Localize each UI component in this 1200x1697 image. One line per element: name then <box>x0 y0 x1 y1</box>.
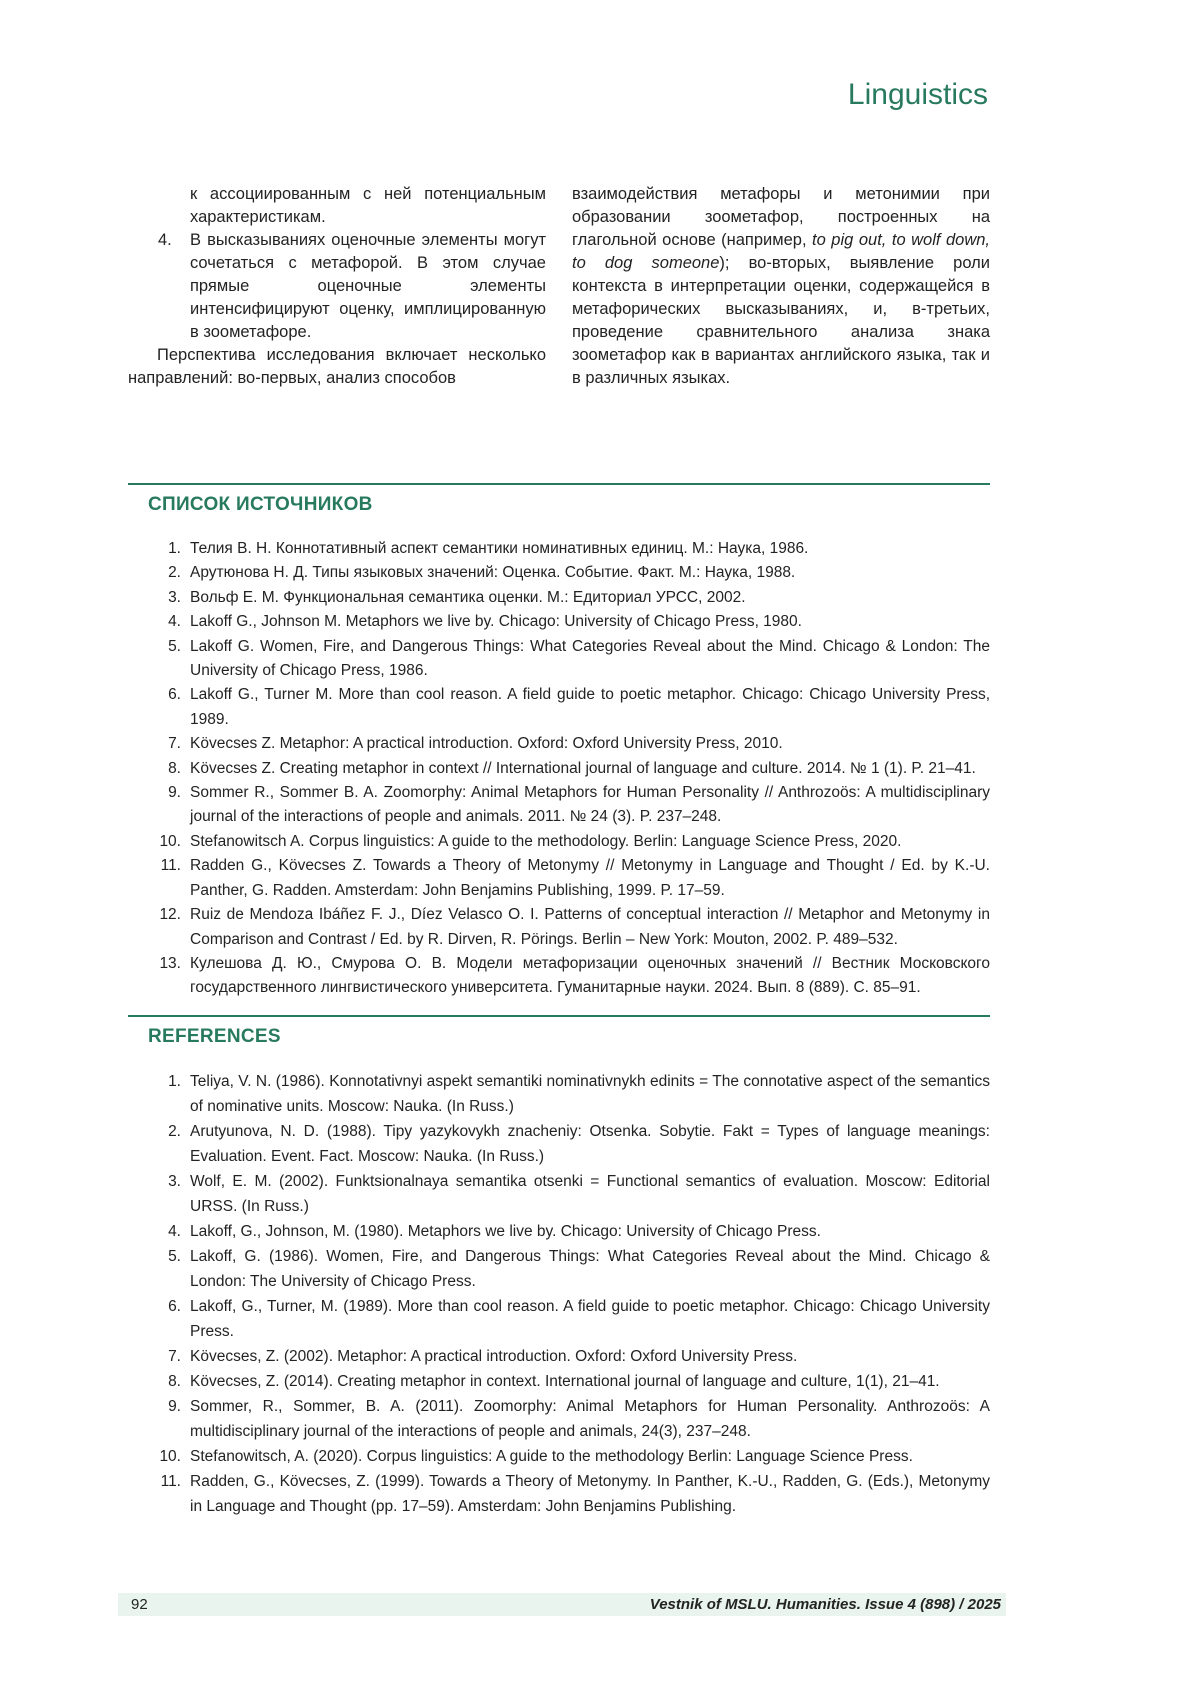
reference-number: 3. <box>168 588 181 606</box>
reference-number: 6. <box>168 1298 181 1315</box>
reference-item <box>128 1369 990 1394</box>
reference-number: 7. <box>168 735 181 753</box>
list-continuation-text: к ассоциированным с ней потенциальным характеристикам. <box>190 185 546 226</box>
reference-item <box>128 1294 990 1344</box>
reference-number: 5. <box>168 637 181 655</box>
page-number: 92 <box>131 1596 148 1613</box>
reference-text: Sommer R., Sommer B. A. Zoomorphy: Animal Metaphors for Human Personality // Anthrozoös: A multidisciplinary journal of the interactions of people and animals. 2011. № 24 (3). P. 237–248. <box>190 784 990 826</box>
references-heading: REFERENCES <box>148 1026 281 1047</box>
reference-item <box>128 1344 990 1369</box>
sources-section <box>128 483 990 1001</box>
reference-item <box>128 830 990 854</box>
reference-text: Stefanowitsch A. Corpus linguistics: A guide to the methodology. Berlin: Language Science Press, 2020. <box>190 832 902 850</box>
reference-number: 8. <box>168 759 181 777</box>
reference-text: Lakoff, G. (1986). Women, Fire, and Dangerous Things: What Categories Reveal about the Mind. Chicago & London: The University of Chicago Press. <box>190 1248 990 1290</box>
reference-text: Teliya, V. N. (1986). Konnotativnyi aspekt semantiki nominativnykh edinits = The connotative aspect of the semantics of nominative units. Moscow: Nauka. (In Russ.) <box>190 1073 990 1115</box>
intro-left-column <box>128 183 546 390</box>
reference-text: Sommer, R., Sommer, B. A. (2011). Zoomorphy: Animal Metaphors for Human Personality. Anthrozoös: A multidisciplinary journal of the interactions of people and animals, 24(3), 237–248. <box>190 1398 990 1440</box>
intro-text-block <box>128 183 990 390</box>
reference-text: Lakoff, G., Johnson, M. (1980). Metaphors we live by. Chicago: University of Chicago Press. <box>190 1223 821 1240</box>
reference-number: 7. <box>168 1348 181 1365</box>
reference-number: 2. <box>168 564 181 582</box>
reference-text: Radden G., Kövecses Z. Towards a Theory of Metonymy // Metonymy in Language and Thought / Ed. by K.-U. Panther, G. Radden. Amsterdam: John Benjamins Publishing, 1999. P. 17–59. <box>190 857 990 899</box>
journal-title: Vestnik of MSLU. Humanities. Issue 4 (898) / 2025 <box>649 1596 1001 1613</box>
reference-text: Arutyunova, N. D. (1988). Tipy yazykovykh znacheniy: Otsenka. Sobytie. Fakt = Types of language meanings: Evaluation. Event. Fact. Moscow: Nauka. (In Russ.) <box>190 1123 990 1165</box>
point-number: 4. <box>158 231 172 249</box>
reference-number: 2. <box>168 1123 181 1140</box>
reference-item <box>128 1169 990 1219</box>
reference-text: Lakoff, G., Turner, M. (1989). More than cool reason. A field guide to poetic metaphor. Chicago: Chicago University Press. <box>190 1298 990 1340</box>
reference-number: 13. <box>159 954 181 972</box>
section-divider-line <box>128 1015 990 1017</box>
reference-number: 5. <box>168 1248 181 1265</box>
reference-number: 9. <box>168 784 181 802</box>
reference-item <box>128 952 990 1001</box>
reference-text: Kövecses, Z. (2014). Creating metaphor in context. International journal of language and culture, 1(1), 21–41. <box>190 1373 940 1390</box>
reference-number: 11. <box>160 857 181 875</box>
reference-text: Ruiz de Mendoza Ibáñez F. J., Díez Velasco O. I. Patterns of conceptual interaction // Metaphor and Metonymy in Comparison and Contrast / Ed. by R. Dirven, R. Pörings. Berlin – New York: Mouton, 2002. P. 489–532. <box>190 906 990 948</box>
reference-number: 12. <box>159 906 181 924</box>
reference-item <box>128 1219 990 1244</box>
reference-text: Lakoff G. Women, Fire, and Dangerous Things: What Categories Reveal about the Mind. Chicago & London: The University of Chicago Press, 1986. <box>190 637 990 680</box>
reference-text: Stefanowitsch, A. (2020). Corpus linguistics: A guide to the methodology Berlin: Language Science Press. <box>190 1448 913 1465</box>
reference-number: 4. <box>168 1223 181 1240</box>
reference-number: 6. <box>168 686 181 704</box>
closing-paragraph: Перспектива исследования включает несколько направлений: во-первых, анализ способов <box>128 346 546 387</box>
intro-right-column <box>572 183 990 390</box>
reference-item <box>128 1469 990 1519</box>
reference-text: Lakoff G., Johnson M. Metaphors we live by. Chicago: University of Chicago Press, 1980. <box>190 613 802 631</box>
reference-item <box>128 781 990 830</box>
reference-text: Арутюнова Н. Д. Типы языковых значений: Оценка. Событие. Факт. М.: Наука, 1988. <box>190 564 796 582</box>
reference-text: Radden, G., Kövecses, Z. (1999). Towards a Theory of Metonymy. In Panther, K.-U., Radden, G. (Eds.), Metonymy in Language and Thought (pp. 17–59). Amsterdam: John Benjamins Publishing. <box>190 1473 990 1515</box>
reference-number: 11. <box>160 1473 181 1490</box>
reference-item <box>128 1444 990 1469</box>
reference-text: Wolf, E. M. (2002). Funktsionalnaya semantika otsenki = Functional semantics of evaluation. Moscow: Editorial URSS. (In Russ.) <box>190 1173 990 1215</box>
reference-text: Lakoff G., Turner M. More than cool reason. A field guide to poetic metaphor. Chicago: Chicago University Press, 1989. <box>190 686 990 728</box>
reference-text: Kövecses, Z. (2002). Metaphor: A practical introduction. Oxford: Oxford University Press. <box>190 1348 798 1365</box>
paragraph-segment: ); во-вторых, выявление роли контекста в интерпретации оценки, содержащейся в метафорических высказываниях, и, в-третьих, проведение сравнительного анализа знака зоометафор как в вариантах английского языка, так и в различных языках. <box>572 254 990 387</box>
references-section <box>128 1015 990 1519</box>
reference-item <box>128 854 990 903</box>
reference-text: Kövecses Z. Metaphor: A practical introduction. Oxford: Oxford University Press, 2010. <box>190 735 783 753</box>
reference-number: 1. <box>168 1073 181 1090</box>
reference-text: Кулешова Д. Ю., Смурова О. В. Модели метафоризации оценочных значений // Вестник Московского государственного лингвистического университета. Гуманитарные науки. 2024. Вып. 8 (889). С. 85–91. <box>190 954 990 997</box>
reference-item <box>128 903 990 952</box>
reference-text: Телия В. Н. Коннотативный аспект семантики номинативных единиц. М.: Наука, 1986. <box>190 540 809 557</box>
reference-item <box>128 1244 990 1294</box>
point-text: В высказываниях оценочные элементы могут сочетаться с метафорой. В этом случае прямые оценочные элементы интенсифицируют оценку, имплицированную в зоометафоре. <box>190 231 546 341</box>
reference-number: 8. <box>168 1373 181 1390</box>
reference-item <box>128 610 990 634</box>
reference-number: 1. <box>168 540 181 557</box>
italic-example-phrases: to pig out, to wolf down, to dog someone <box>572 231 991 272</box>
reference-item <box>128 586 990 610</box>
page-title: Linguistics <box>847 78 988 111</box>
reference-item <box>128 1394 990 1444</box>
reference-item <box>128 683 990 732</box>
section-divider-line <box>128 483 990 485</box>
reference-item <box>128 635 990 684</box>
reference-number: 4. <box>168 613 181 631</box>
reference-item <box>128 1069 990 1119</box>
reference-item <box>128 561 990 585</box>
reference-item <box>128 732 990 756</box>
reference-text: Вольф Е. М. Функциональная семантика оценки. М.: Едиториал УРСС, 2002. <box>190 588 746 606</box>
numbered-point <box>128 229 546 344</box>
references-list <box>128 1069 990 1519</box>
paragraph-segment: взаимодействия метафоры и метонимии при образовании зоометафор, построенных на глагольной основе (например, <box>572 185 990 249</box>
reference-item <box>128 1119 990 1169</box>
reference-number: 9. <box>168 1398 181 1415</box>
sources-heading: СПИСОК ИСТОЧНИКОВ <box>148 494 373 515</box>
reference-item <box>128 537 990 561</box>
reference-number: 10. <box>159 832 181 850</box>
footer-bar <box>118 1593 1006 1616</box>
reference-item <box>128 757 990 781</box>
reference-number: 3. <box>168 1173 181 1190</box>
reference-text: Kövecses Z. Creating metaphor in context // International journal of language and culture. 2014. № 1 (1). P. 21–41. <box>190 759 976 777</box>
sources-list <box>128 537 990 1001</box>
reference-number: 10. <box>159 1448 181 1465</box>
